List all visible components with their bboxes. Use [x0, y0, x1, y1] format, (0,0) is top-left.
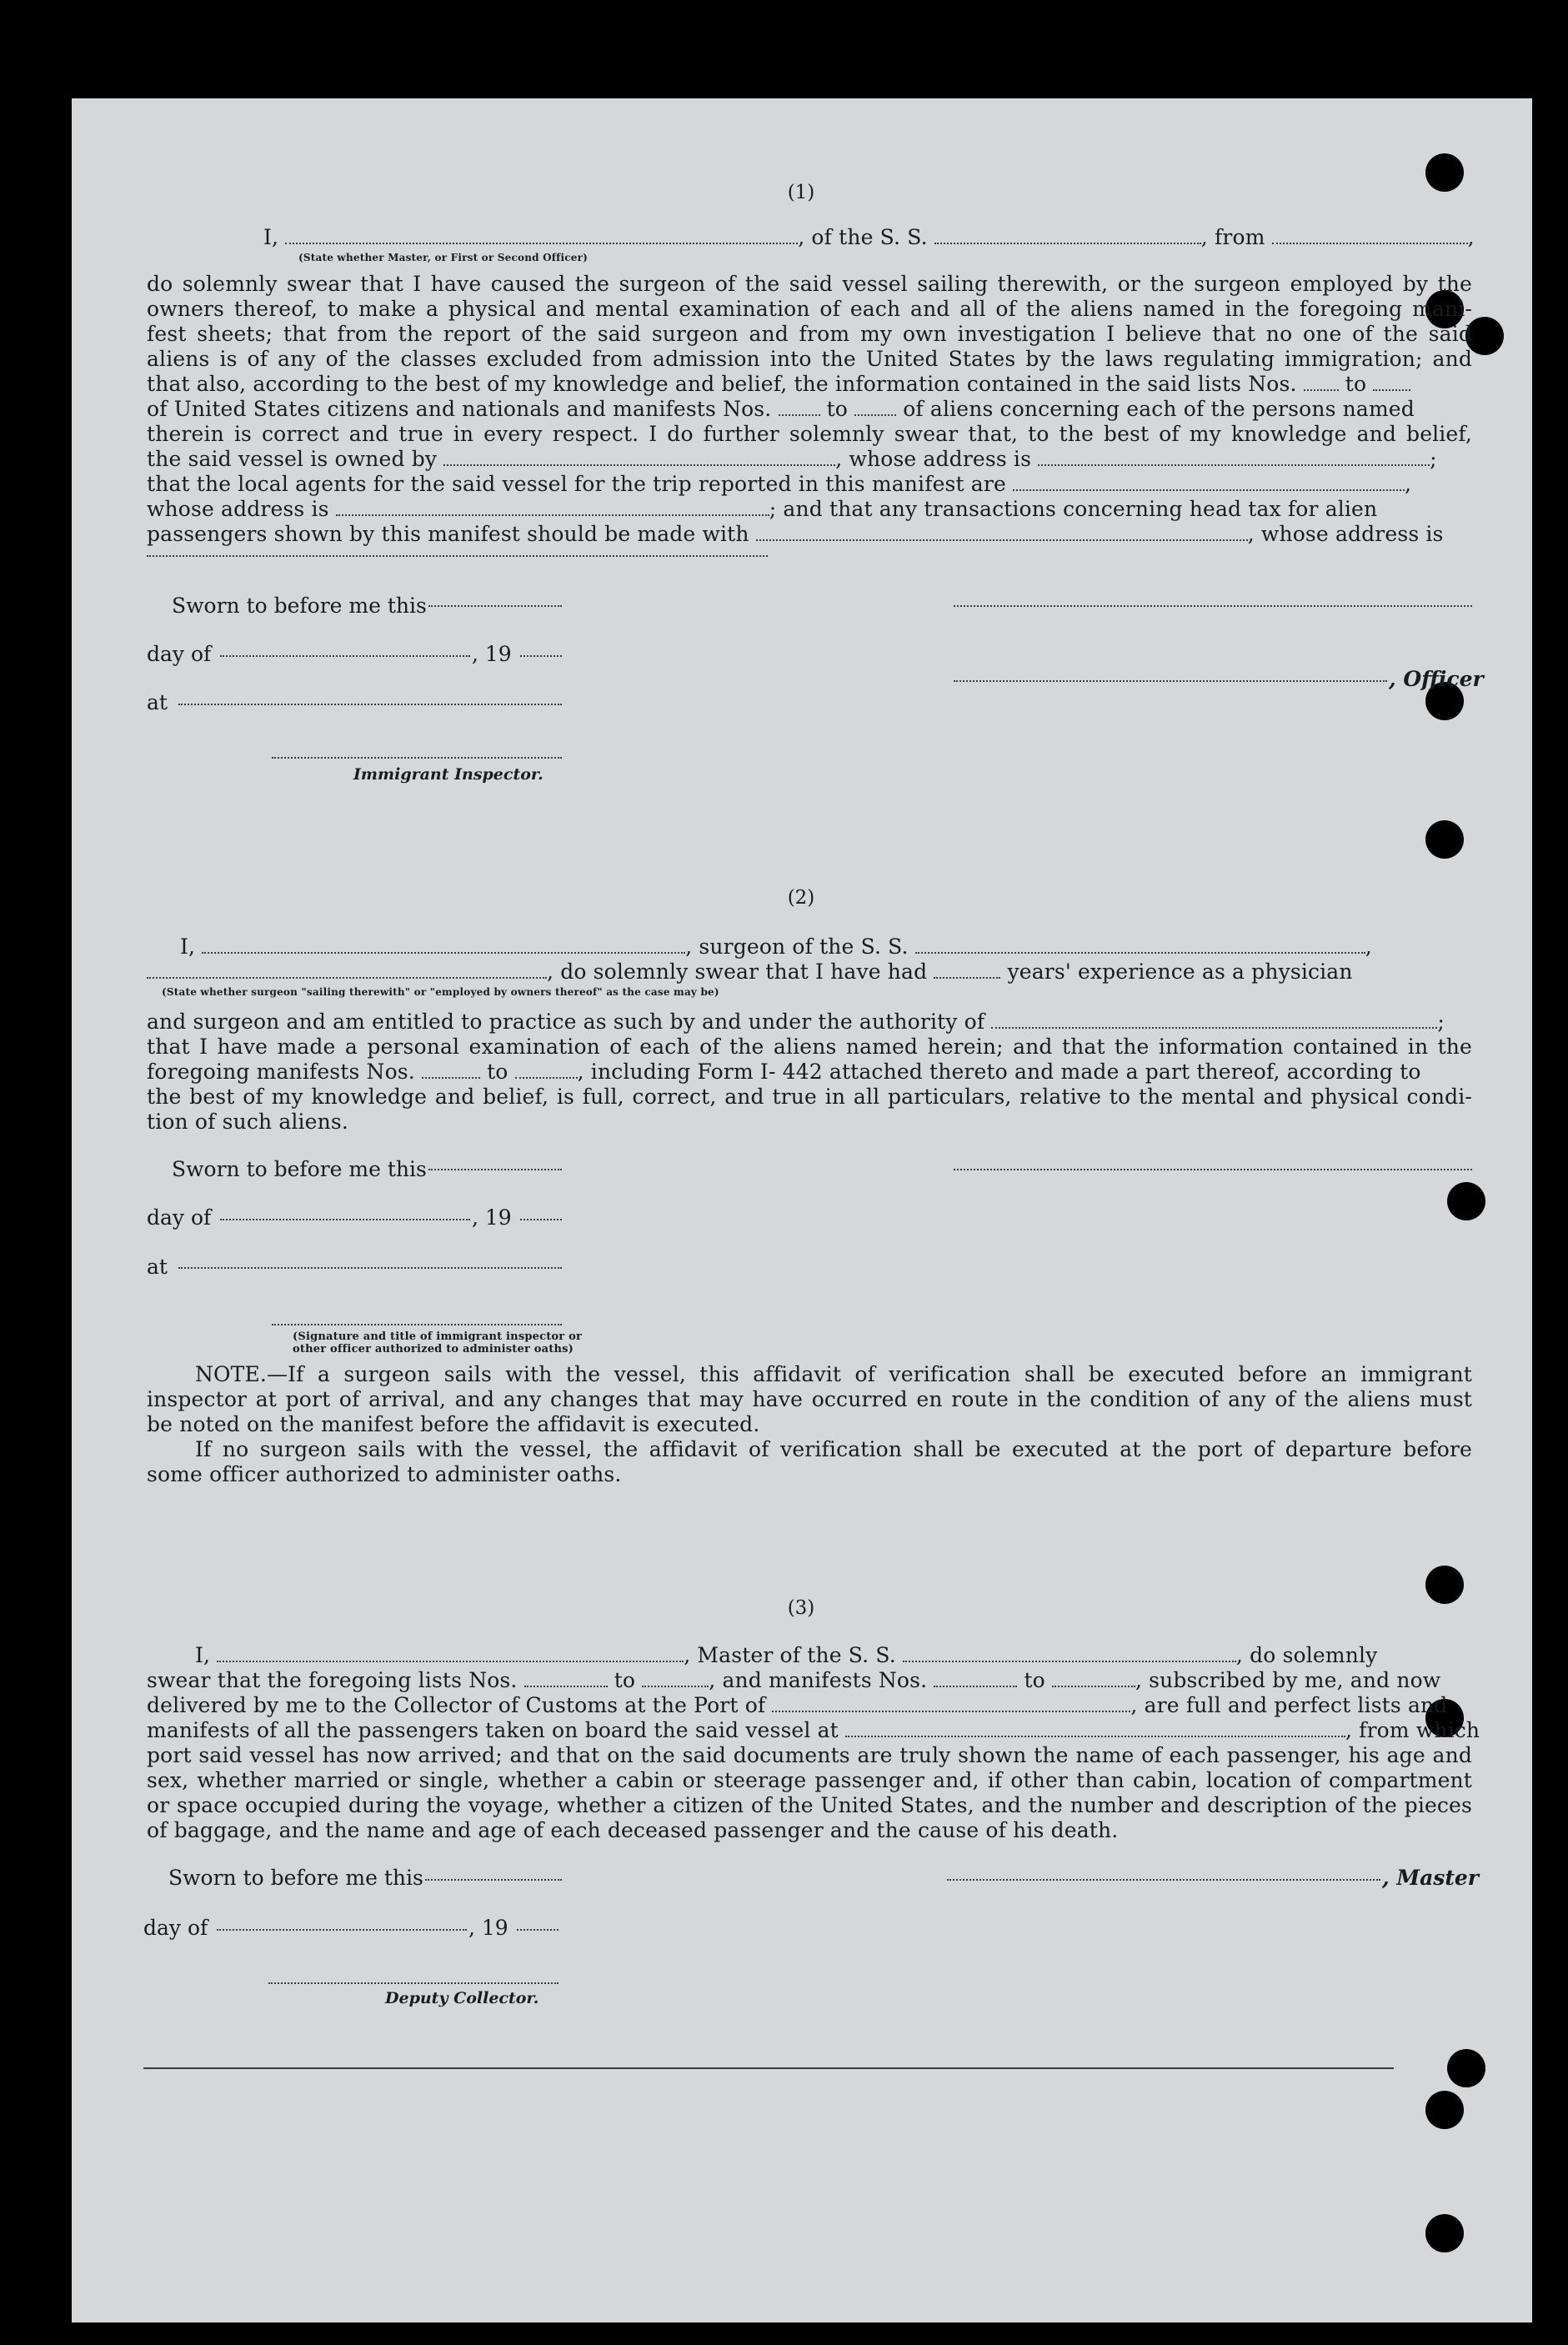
master-label: , Master — [1382, 1866, 1479, 1890]
note-line: If no surgeon sails with the vessel, the affidavit of verification shall be executed at the port of departure before — [195, 1437, 1472, 1461]
officer-label: , Officer — [1389, 667, 1484, 691]
surgeon-note: (State whether surgeon "sailing therewith" or "employed by owners thereof" as the case may be) — [162, 986, 719, 998]
paragraph-line: do solemnly swear that I have caused the surgeon of the said vessel sailing therewith, or the surgeon employed by the — [147, 272, 1472, 296]
master-declaration-line: I, , of the S. S. , from , — [263, 225, 1475, 249]
sworn-label: Sworn to before me this — [172, 594, 427, 618]
signature-title-blank — [272, 1324, 562, 1325]
paragraph-line: of baggage, and the name and age of each deceased passenger and the cause of his death. — [147, 1818, 1119, 1842]
punch-hole — [1425, 153, 1464, 192]
agents-address-line: whose address is ; and that any transactions concerning head tax for alien — [147, 497, 1378, 521]
punch-hole — [1425, 2091, 1464, 2129]
sworn-blank — [428, 605, 562, 607]
at-blank — [178, 1267, 562, 1269]
at-label: at — [147, 690, 168, 714]
day-of-label: day of — [143, 1916, 208, 1940]
boarded-line: manifests of all the passengers taken on board the said vessel at , from which — [147, 1718, 1480, 1742]
paragraph-line: the best of my knowledge and belief, is full, correct, and true in all particulars, relative to the mental and physical condi- — [147, 1085, 1472, 1109]
manifests-line: foregoing manifests Nos. to , including Form I- 442 attached thereto and made a part thereof, according to — [147, 1060, 1421, 1084]
paragraph-line: of United States citizens and nationals and manifests Nos. to of aliens concerning each of the persons named — [147, 397, 1415, 421]
master-line: I, , Master of the S. S. , do solemnly — [195, 1643, 1378, 1667]
note-line: inspector at port of arrival, and any changes that may have occurred en route in the condition of any of the aliens must — [147, 1387, 1472, 1411]
master-signature-blank — [947, 1879, 1380, 1881]
section-number: (1) — [787, 182, 815, 203]
officer-note: (State whether Master, or First or Second Officer) — [298, 252, 588, 263]
paragraph-line: sex, whether married or single, whether a cabin or steerage passenger and, if other than cabin, location of compartment — [147, 1768, 1472, 1792]
sworn-blank — [425, 1879, 562, 1881]
note-line: NOTE.—If a surgeon sails with the vessel, this affidavit of verification shall be executed before an immigrant — [195, 1362, 1472, 1386]
sworn-label: Sworn to before me this — [172, 1157, 427, 1181]
bottom-rule — [143, 2067, 1394, 2069]
note-line: some officer authorized to administer oaths. — [147, 1462, 622, 1486]
day-blank — [217, 1929, 467, 1931]
day-blank — [220, 1219, 470, 1220]
paragraph-line: fest sheets; that from the report of the said surgeon and from my own investigation I believe that no one of the said — [147, 322, 1472, 346]
inspector-signature-blank — [272, 757, 562, 759]
year-label: , 19 — [472, 1205, 512, 1230]
deputy-signature-blank — [268, 1982, 559, 1984]
note-line: be noted on the manifest before the affidavit is executed. — [147, 1412, 760, 1436]
agents-line: that the local agents for the said vessel for the trip reported in this manifest are , — [147, 472, 1412, 496]
sworn-blank — [428, 1169, 562, 1170]
officer-name-blank — [954, 680, 1387, 682]
punch-hole — [1447, 2049, 1485, 2087]
owner-line: the said vessel is owned by , whose address is ; — [147, 447, 1437, 471]
address-blank — [147, 555, 768, 557]
punch-hole — [1447, 1182, 1485, 1220]
head-tax-line: passengers shown by this manifest should be made with , whose address is — [147, 522, 1444, 546]
paragraph-line: owners thereof, to make a physical and mental examination of each and all of the aliens named in the foregoing mani- — [147, 297, 1472, 321]
paragraph-line: therein is correct and true in every respect. I do further solemnly swear that, to the best of my knowledge and belief, — [147, 422, 1472, 446]
paragraph-line: that also, according to the best of my knowledge and belief, the information contained in the said lists Nos. to — [147, 372, 1410, 396]
deputy-caption: Deputy Collector. — [385, 1989, 539, 2007]
punch-hole — [1425, 2214, 1464, 2252]
day-blank — [220, 655, 470, 657]
paragraph-line: that I have made a personal examination of each of the aliens named herein; and that the information contained in the — [147, 1035, 1472, 1059]
port-line: delivered by me to the Collector of Customs at the Port of , are full and perfect lists and — [147, 1693, 1448, 1717]
year-label: , 19 — [472, 642, 512, 666]
punch-hole — [1425, 1566, 1464, 1604]
paragraph-line: port said vessel has now arrived; and that on the said documents are truly shown the name of each passenger, his age and — [147, 1743, 1472, 1767]
sworn-label: Sworn to before me this — [168, 1866, 423, 1890]
day-of-label: day of — [147, 1205, 212, 1230]
officer-signature-blank — [954, 605, 1472, 607]
year-blank — [520, 655, 562, 657]
inspector-caption: Immigrant Inspector. — [353, 765, 544, 784]
year-blank — [520, 1219, 562, 1220]
at-blank — [178, 704, 562, 705]
year-label: , 19 — [468, 1916, 508, 1940]
section-number: (2) — [787, 887, 815, 909]
day-of-label: day of — [147, 642, 212, 666]
paragraph-line: tion of such aliens. — [147, 1110, 348, 1134]
experience-line: , do solemnly swear that I have had years' experience as a physician — [147, 960, 1353, 984]
punch-hole — [1425, 820, 1464, 859]
lists-line: swear that the foregoing lists Nos. to , and manifests Nos. to , subscribed by me, and now — [147, 1668, 1441, 1692]
paragraph-line: or space occupied during the voyage, whether a citizen of the United States, and the number and description of the pieces — [147, 1793, 1472, 1817]
at-label: at — [147, 1255, 168, 1279]
paragraph-line: aliens is of any of the classes excluded from admission into the United States by the laws regulating immigration; and — [147, 347, 1472, 371]
year-blank — [517, 1929, 559, 1931]
signature-note: (Signature and title of immigrant inspector or — [293, 1330, 582, 1343]
signature-blank — [954, 1169, 1472, 1170]
signature-note: other officer authorized to administer oaths) — [293, 1343, 574, 1355]
form-page — [72, 98, 1532, 2322]
surgeon-line: I, , surgeon of the S. S. , — [180, 934, 1372, 959]
authority-line: and surgeon and am entitled to practice as such by and under the authority of ; — [147, 1010, 1445, 1034]
section-number: (3) — [787, 1597, 815, 1619]
